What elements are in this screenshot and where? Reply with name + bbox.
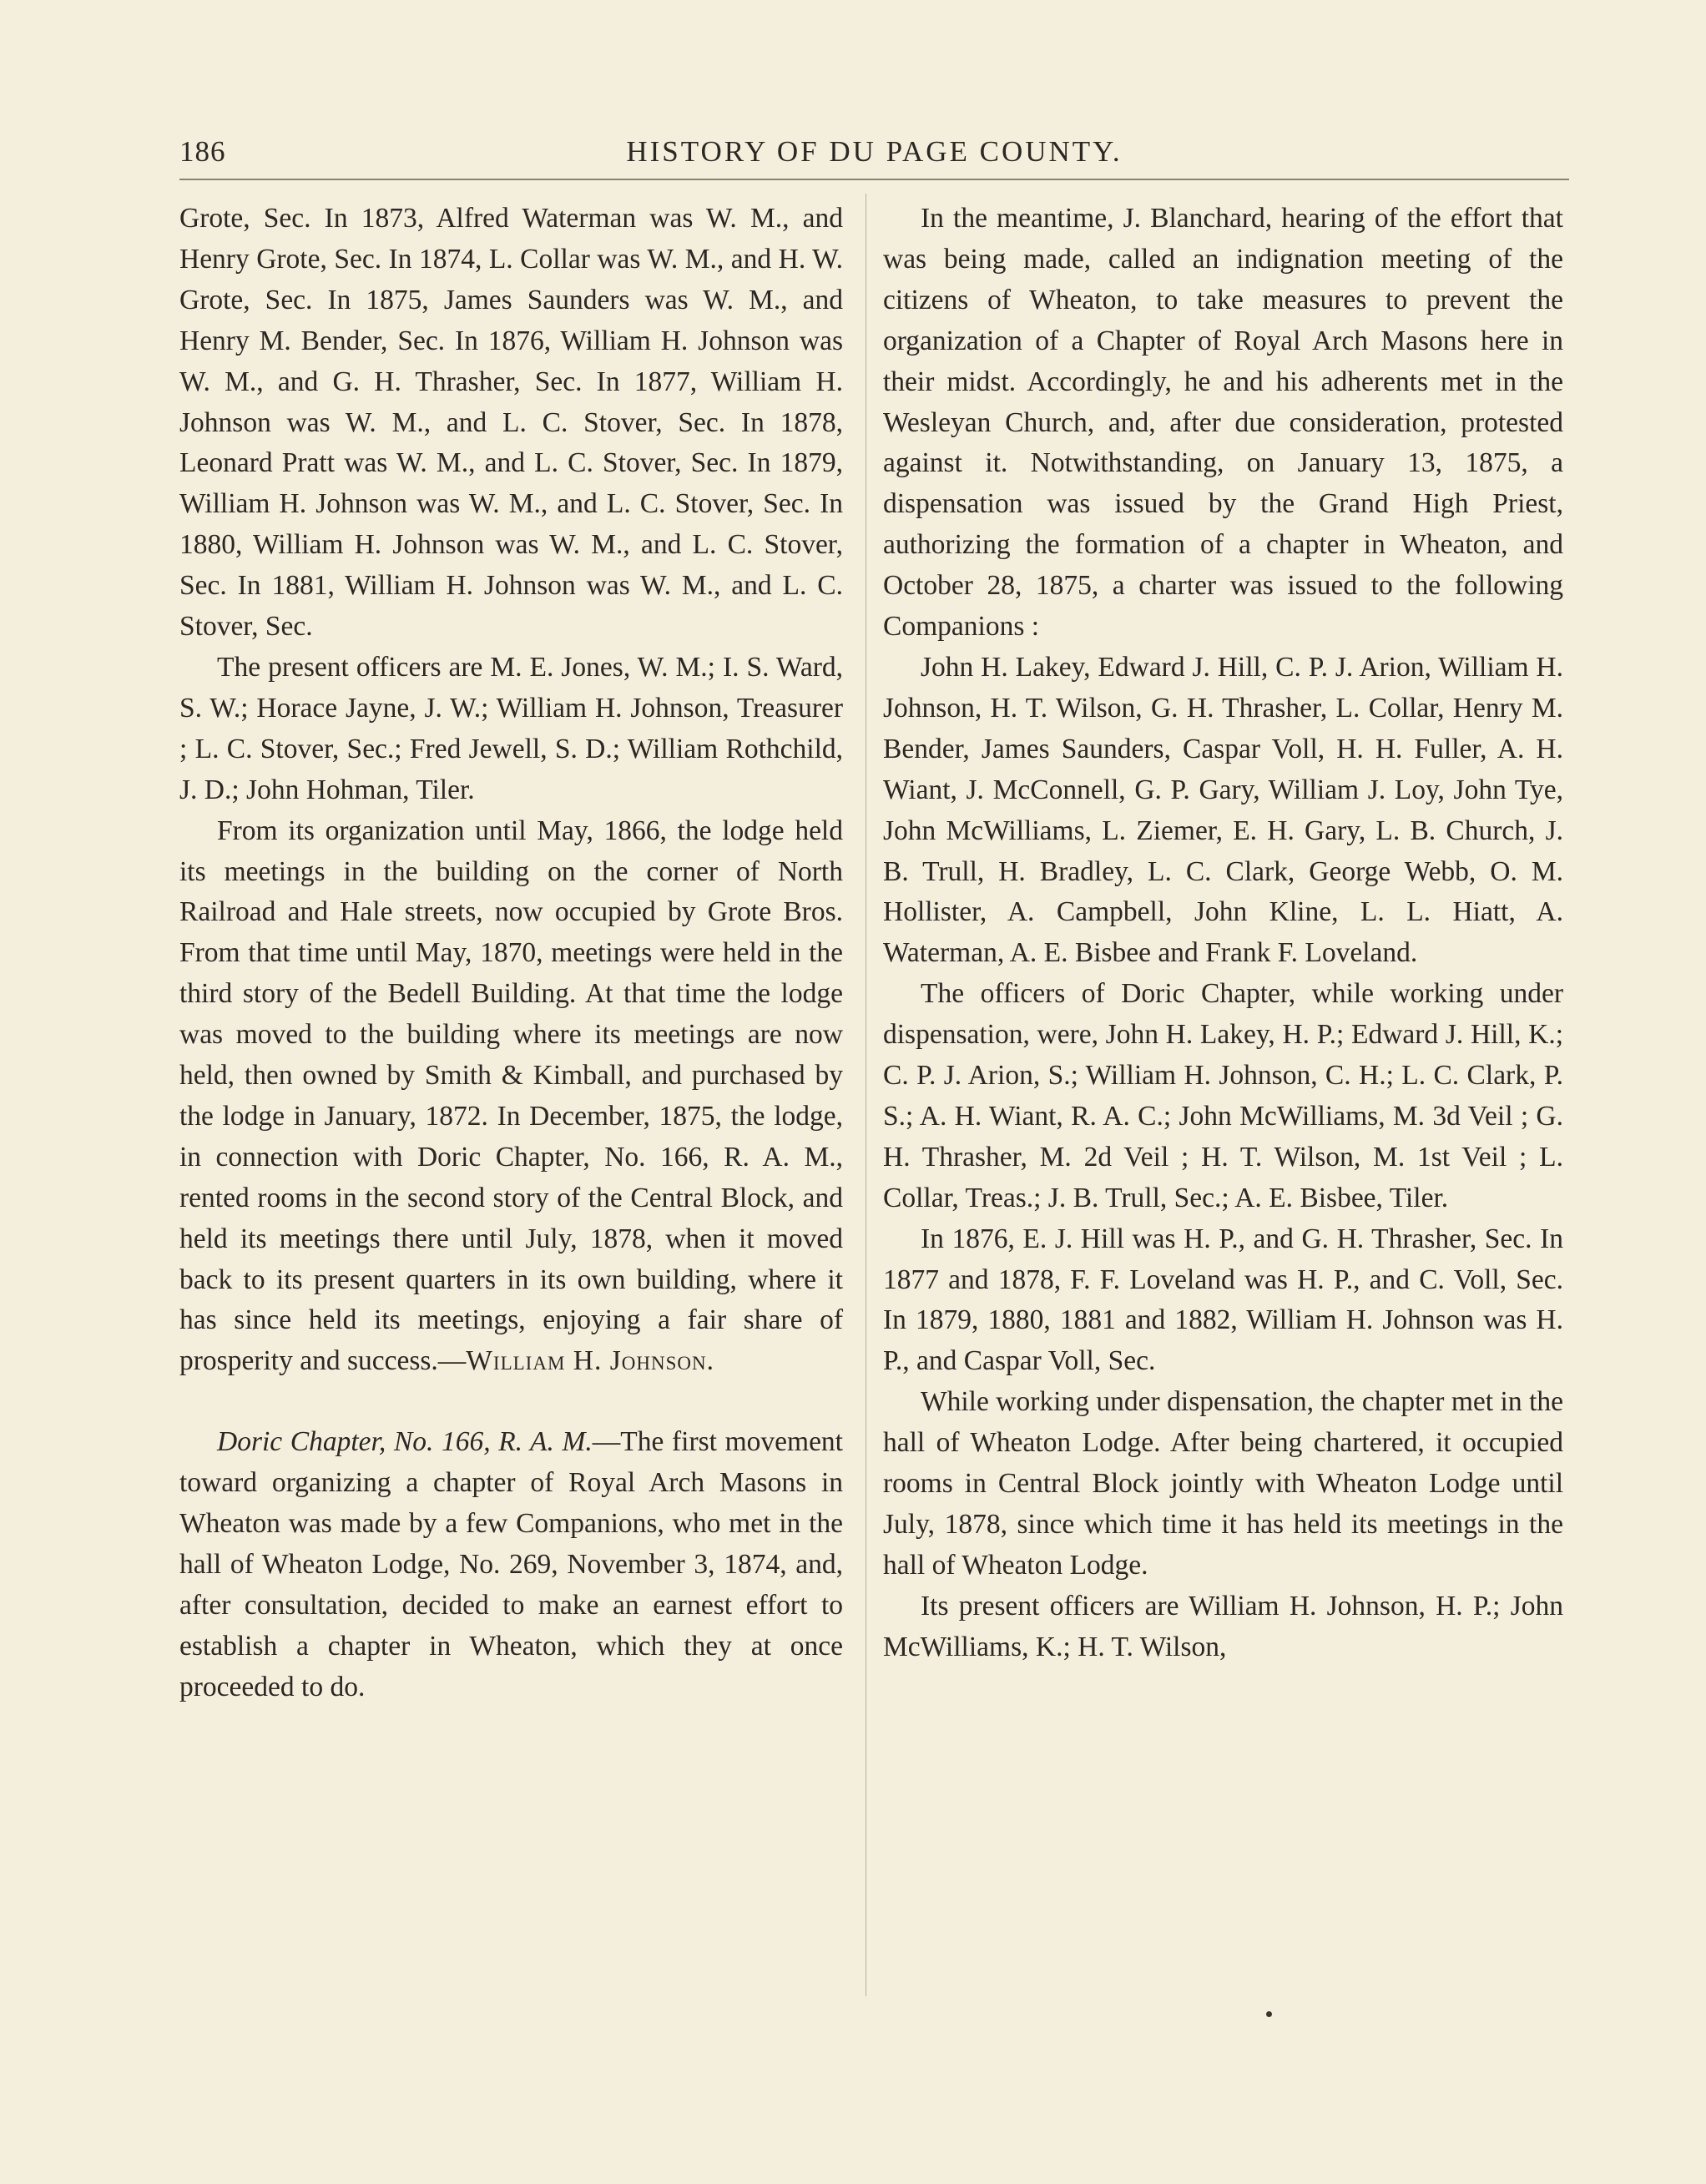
paragraph-text: From its organization until May, 1866, the lodge held its meetings in the building on the corner of North Railroad and Hale streets, now occupied by Grote Bros. From that time until May, 1870, meetings were held in the third story of the Bedell Building. At that time the lodge was moved to the building where its meetings are now held, then owned by Smith & Kimball, and purchased by the lodge in January, 1872. In December, 1875, the lodge, in connection with Doric Chapter, No. 166, R. A. M., rented rooms in the second story of the Central Block, and held its meetings there until July, 1878, when it moved back to its present quarters in its own building, where it has since held its meetings, enjoying a fair share of prosperity and success.—: [179, 815, 843, 1377]
paragraph-text: —The first movement toward organizing a chapter of Royal Arch Masons in Wheaton was made by a few Companions, who met in the hall of Wheaton Lodge, No. 269, November 3, 1874, and, after consultation, decided to make an earnest effort to establish a chapter in Wheaton, which they at once proceeded to do.: [179, 1426, 843, 1702]
running-title: HISTORY OF DU PAGE COUNTY.: [626, 135, 1123, 168]
paragraph: The officers of Doric Chapter, while working under dispensation, were, John H. Lakey, H. P.; Edward J. Hill, K.; C. P. J. Arion, S.; William H. Johnson, C. H.; L. C. Clark, P. S.; A. H. Wiant, R. A. C.; John McWilliams, M. 3d Veil ; G. H. Thrasher, M. 2d Veil ; H. T. Wilson, M. 1st Veil ; L. Collar, Treas.; J. B. Trull, Sec.; A. E. Bisbee, Tiler.: [883, 978, 1563, 1213]
section-heading: Doric Chapter, No. 166, R. A. M.: [217, 1426, 593, 1458]
paragraph: Its present officers are William H. Johnson, H. P.; John McWilliams, K.; H. T. Wilson,: [883, 1590, 1563, 1662]
paragraph: The present officers are M. E. Jones, W. M.; I. S. Ward, S. W.; Horace Jayne, J. W.; William H. Johnson, Treasurer ; L. C. Stover, Sec.; Fred Jewell, S. D.; William Rothchild, J. D.; John Hohman, Tiler.: [179, 651, 843, 805]
paragraph: [179, 1422, 843, 1707]
paragraph: While working under dispensation, the chapter met in the hall of Wheaton Lodge. After being chartered, it occupied rooms in Central Block jointly with Wheaton Lodge until July, 1878, since which time it has held its meetings in the hall of Wheaton Lodge.: [883, 1386, 1563, 1581]
paragraph: John H. Lakey, Edward J. Hill, C. P. J. Arion, William H. Johnson, H. T. Wilson, G. H. Thrasher, L. Collar, Henry M. Bender, James Saunders, Caspar Voll, H. H. Fuller, A. H. Wiant, J. McConnell, G. P. Gary, William J. Loy, John Tye, John McWilliams, L. Ziemer, E. H. Gary, L. B. Church, J. B. Trull, H. Bradley, L. C. Clark, George Webb, O. M. Hollister, A. Campbell, John Kline, L. L. Hiatt, A. Waterman, A. E. Bisbee and Frank F. Loveland.: [883, 651, 1563, 969]
author-signature: William H. Johnson.: [466, 1345, 714, 1377]
right-column: [883, 199, 1563, 1668]
page-number: 186: [179, 135, 226, 168]
left-column: [179, 199, 843, 1708]
paragraph: In the meantime, J. Blanchard, hearing of the effort that was being made, called an indignation meeting of the citizens of Wheaton, to take measures to prevent the organization of a Chapter of Royal Arch Masons here in their midst. Accordingly, he and his adherents met in the Wesleyan Church, and, after due consideration, protested against it. Notwithstanding, on January 13, 1875, a dispensation was issued by the Grand High Priest, authorizing the formation of a chapter in Wheaton, and October 28, 1875, a charter was issued to the following Companions :: [883, 203, 1563, 643]
paragraph: In 1876, E. J. Hill was H. P., and G. H. Thrasher, Sec. In 1877 and 1878, F. F. Loveland was H. P., and C. Voll, Sec. In 1879, 1880, 1881 and 1882, William H. Johnson was H. P., and Caspar Voll, Sec.: [883, 1223, 1563, 1377]
paragraph: [179, 811, 843, 1383]
page-header: [179, 132, 1569, 179]
paragraph: Grote, Sec. In 1873, Alfred Waterman was W. M., and Henry Grote, Sec. In 1874, L. Collar was W. M., and H. W. Grote, Sec. In 1875, James Saunders was W. M., and Henry M. Bender, Sec. In 1876, William H. Johnson was W. M., and G. H. Thrasher, Sec. In 1877, William H. Johnson was W. M., and L. C. Stover, Sec. In 1878, Leonard Pratt was W. M., and L. C. Stover, Sec. In 1879, William H. Johnson was W. M., and L. C. Stover, Sec. In 1880, William H. Johnson was W. M., and L. C. Stover, Sec. In 1881, William H. Johnson was W. M., and L. C. Stover, Sec.: [179, 203, 843, 643]
ink-speck: [1266, 2011, 1272, 2017]
header-rule: [179, 179, 1569, 180]
